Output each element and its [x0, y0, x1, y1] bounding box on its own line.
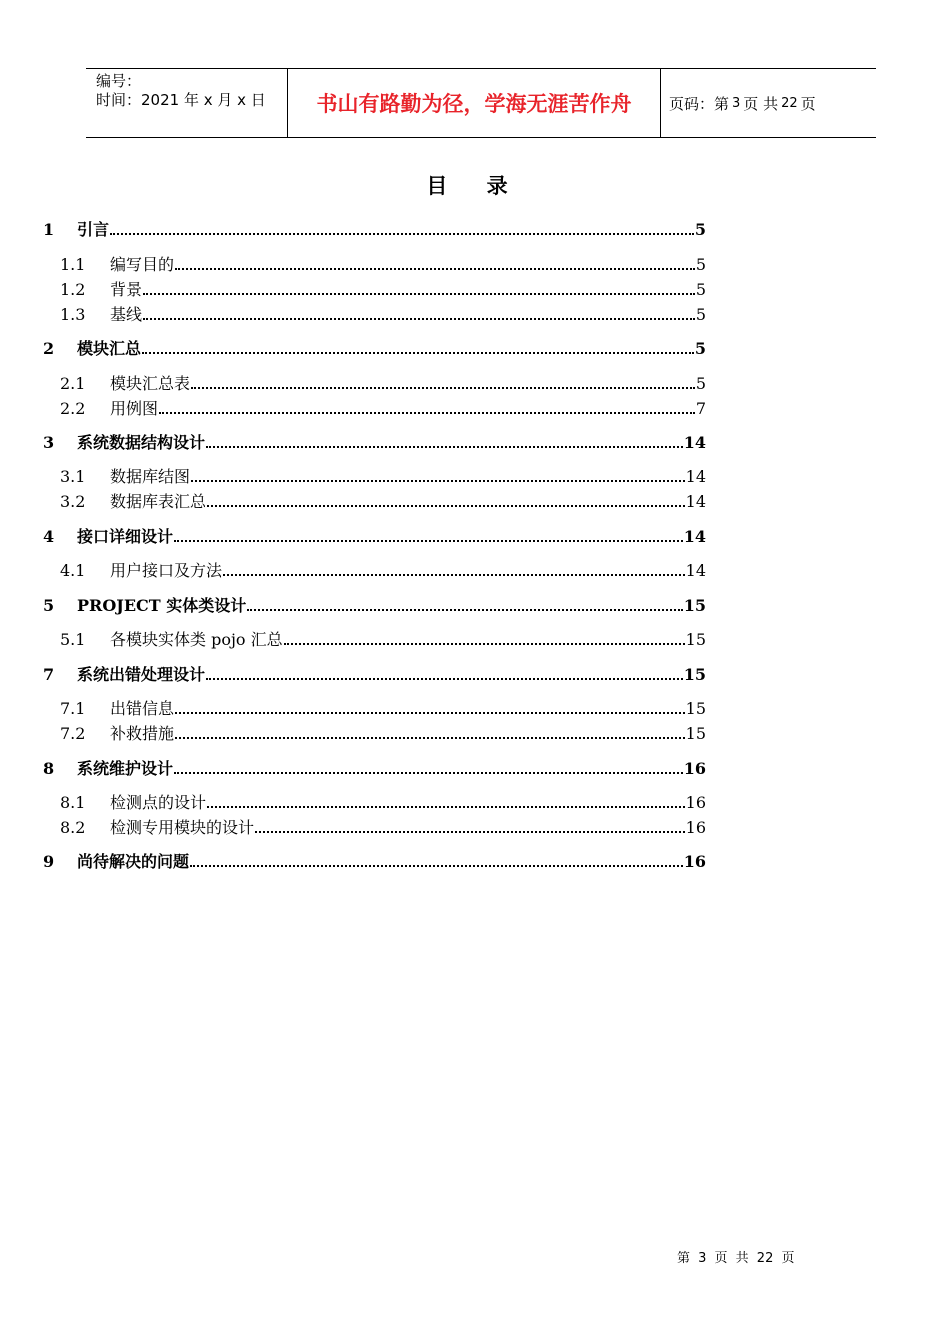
- toc-leader-dots: [143, 317, 695, 320]
- toc-entry-number: 8.2: [60, 818, 86, 837]
- toc-entry-title: 编写目的: [110, 255, 175, 274]
- toc-leader-dots: [207, 805, 685, 808]
- toc-section-entry[interactable]: [43, 817, 706, 839]
- toc-chapter-entry[interactable]: [43, 595, 706, 617]
- toc-entry-number: 1.2: [60, 280, 86, 299]
- document-date: 时间：2021 年 x 月 x 日: [96, 91, 266, 109]
- toc-entry-page: 5: [694, 339, 706, 358]
- toc-entry-title: 接口详细设计: [77, 527, 174, 546]
- page-footer: 第 3 页 共 22 页: [677, 1251, 795, 1266]
- toc-entry-page: 14: [685, 467, 706, 486]
- toc-entry-number: 7.1: [60, 699, 86, 718]
- toc-leader-dots: [255, 830, 685, 833]
- page-current: 3: [732, 95, 741, 111]
- toc-entry-number: 3.2: [60, 492, 86, 511]
- toc-section-entry[interactable]: [43, 279, 706, 301]
- toc-section-entry[interactable]: [43, 491, 706, 513]
- toc-section-entry[interactable]: [43, 698, 706, 720]
- toc-entry-number: 1.1: [60, 255, 86, 274]
- toc-entry-title: 用例图: [110, 399, 159, 418]
- toc-entry-page: 16: [683, 852, 706, 871]
- toc-entry-title: 背景: [110, 280, 143, 299]
- toc-entry-title: 补救措施: [110, 724, 175, 743]
- toc-entry-page: 14: [685, 561, 706, 580]
- document-number-label: 编号：: [96, 72, 142, 90]
- toc-entry-page: 5: [695, 374, 706, 393]
- toc-entry-title: 各模块实体类 pojo 汇总: [110, 630, 283, 649]
- header-motto: 书山有路勤为径，学海无涯苦作舟: [288, 69, 661, 137]
- toc-entry-page: 15: [685, 724, 706, 743]
- toc-leader-dots: [159, 411, 695, 414]
- toc-entry-page: 16: [685, 793, 706, 812]
- toc-chapter-entry[interactable]: [43, 526, 706, 548]
- toc-entry-number: 7: [43, 665, 55, 684]
- toc-entry-title: 用户接口及方法: [110, 561, 223, 580]
- toc-entry-title: 系统数据结构设计: [77, 433, 206, 452]
- toc-leader-dots: [206, 677, 683, 680]
- toc-leader-dots: [142, 351, 694, 354]
- toc-leader-dots: [206, 445, 683, 448]
- toc-entry-number: 2.1: [60, 374, 86, 393]
- toc-entry-page: 15: [683, 665, 706, 684]
- toc-entry-number: 3: [43, 433, 55, 452]
- toc-entry-number: 1: [43, 220, 55, 239]
- toc-entry-page: 5: [695, 255, 706, 274]
- toc-entry-page: 14: [685, 492, 706, 511]
- toc-leader-dots: [191, 479, 685, 482]
- toc-section-entry[interactable]: [43, 304, 706, 326]
- toc-entry-title: 检测点的设计: [110, 793, 207, 812]
- page-header: [86, 68, 876, 138]
- toc-section-entry[interactable]: [43, 373, 706, 395]
- toc-entry-title: 检测专用模块的设计: [110, 818, 255, 837]
- toc-entry-number: 5: [43, 596, 55, 615]
- toc-entry-page: 5: [695, 280, 706, 299]
- toc-section-entry[interactable]: [43, 792, 706, 814]
- toc-entry-title: 系统出错处理设计: [77, 665, 206, 684]
- toc-leader-dots: [223, 573, 685, 576]
- toc-leader-dots: [175, 267, 695, 270]
- toc-entry-title: PROJECT 实体类设计: [77, 596, 247, 615]
- toc-chapter-entry[interactable]: [43, 664, 706, 686]
- toc-leader-dots: [175, 711, 685, 714]
- toc-entry-number: 2.2: [60, 399, 86, 418]
- toc-leader-dots: [190, 864, 683, 867]
- toc-section-entry[interactable]: [43, 398, 706, 420]
- toc-section-entry[interactable]: [43, 629, 706, 651]
- toc-chapter-entry[interactable]: [43, 851, 706, 873]
- toc-section-entry[interactable]: [43, 466, 706, 488]
- toc-entry-page: 16: [683, 759, 706, 778]
- toc-entry-page: 16: [685, 818, 706, 837]
- header-meta: [86, 69, 288, 137]
- toc-entry-page: 14: [683, 433, 706, 452]
- toc-leader-dots: [284, 642, 685, 645]
- toc-leader-dots: [174, 771, 683, 774]
- toc-entry-number: 4: [43, 527, 55, 546]
- toc-entry-title: 尚待解决的问题: [77, 852, 190, 871]
- toc-entry-number: 8: [43, 759, 55, 778]
- page-mid: 页 共: [743, 94, 779, 113]
- header-page-info: [669, 69, 816, 137]
- toc-entry-number: 7.2: [60, 724, 86, 743]
- toc-section-entry[interactable]: [43, 254, 706, 276]
- page-prefix: 页码：第: [669, 94, 730, 113]
- toc-entry-number: 2: [43, 339, 55, 358]
- toc-leader-dots: [247, 608, 682, 611]
- toc-entry-page: 7: [695, 399, 706, 418]
- toc-entry-page: 14: [683, 527, 706, 546]
- toc-entry-number: 4.1: [60, 561, 86, 580]
- toc-section-entry[interactable]: [43, 560, 706, 582]
- toc-entry-number: 8.1: [60, 793, 86, 812]
- toc-entry-number: 1.3: [60, 305, 86, 324]
- toc-leader-dots: [174, 539, 683, 542]
- toc-chapter-entry[interactable]: [43, 432, 706, 454]
- toc-chapter-entry[interactable]: [43, 219, 706, 241]
- toc-entry-page: 15: [685, 630, 706, 649]
- toc-entry-title: 出错信息: [110, 699, 175, 718]
- toc-entry-title: 数据库表汇总: [110, 492, 207, 511]
- toc-leader-dots: [191, 386, 695, 389]
- toc-leader-dots: [175, 736, 685, 739]
- toc-chapter-entry[interactable]: [43, 338, 706, 360]
- toc-title: 目 录: [426, 174, 524, 198]
- toc-entry-number: 3.1: [60, 467, 86, 486]
- toc-entry-title: 模块汇总: [77, 339, 142, 358]
- toc-entry-page: 5: [695, 305, 706, 324]
- page-suffix: 页: [800, 94, 816, 113]
- toc-entry-title: 基线: [110, 305, 143, 324]
- toc-entry-number: 5.1: [60, 630, 86, 649]
- toc-entry-page: 5: [694, 220, 706, 239]
- toc-entry-page: 15: [685, 699, 706, 718]
- toc-leader-dots: [110, 232, 694, 235]
- toc-entry-page: 15: [683, 596, 706, 615]
- toc-entry-title: 系统维护设计: [77, 759, 174, 778]
- toc-entry-title: 模块汇总表: [110, 374, 191, 393]
- toc-chapter-entry[interactable]: [43, 758, 706, 780]
- toc-entry-title: 数据库结图: [110, 467, 191, 486]
- toc-entry-title: 引言: [77, 220, 110, 239]
- toc-leader-dots: [143, 292, 695, 295]
- page-total: 22: [781, 95, 798, 111]
- toc-entry-number: 9: [43, 852, 55, 871]
- toc-section-entry[interactable]: [43, 723, 706, 745]
- toc-leader-dots: [207, 504, 685, 507]
